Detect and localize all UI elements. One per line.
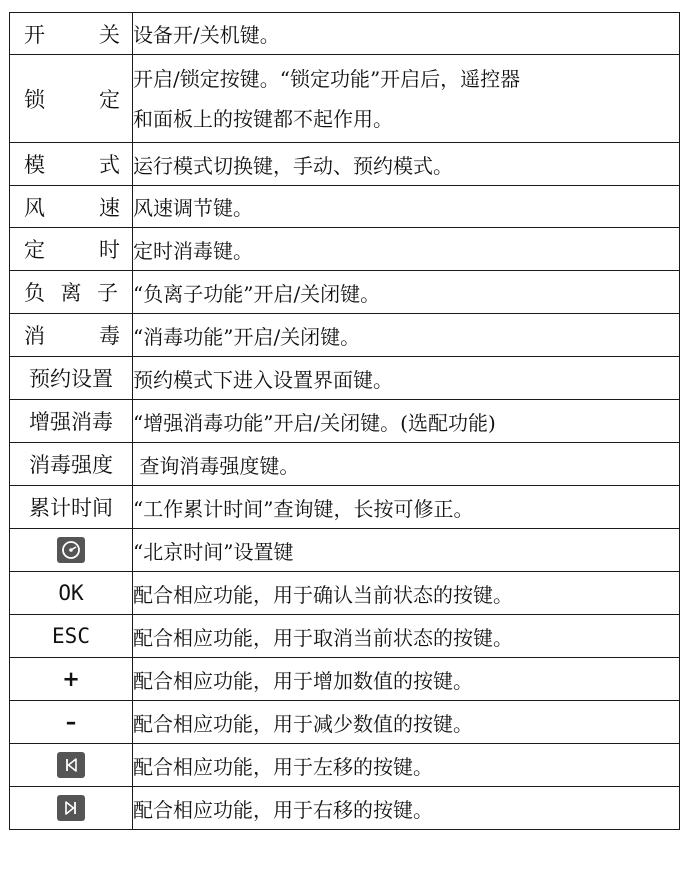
- description-cell: 配合相应功能，用于右移的按键。: [133, 787, 680, 830]
- description-cell: “消毒功能”开启/关闭键。: [133, 314, 680, 357]
- key-char: 离: [60, 281, 82, 305]
- table-row: [10, 486, 680, 529]
- key-char: 模: [24, 153, 45, 177]
- table-row: [10, 529, 680, 572]
- key-char: 关: [99, 22, 120, 47]
- key-function-table: [9, 12, 680, 830]
- description-cell: [133, 55, 680, 143]
- key-cell: [10, 13, 133, 55]
- description-cell: 预约模式下进入设置界面键。: [133, 357, 680, 400]
- key-char: 负: [24, 281, 45, 305]
- description-cell: “工作累计时间”查询键，长按可修正。: [133, 486, 680, 529]
- description-cell: 配合相应功能，用于左移的按键。: [133, 744, 680, 787]
- key-char: 时: [99, 238, 120, 262]
- table-row: [10, 572, 680, 615]
- description-cell: “增强消毒功能”开启/关闭键。(选配功能): [133, 400, 680, 443]
- description-cell: 配合相应功能，用于确认当前状态的按键。: [133, 572, 680, 615]
- description-cell: 配合相应功能，用于取消当前状态的按键。: [133, 615, 680, 658]
- description-cell: “负离子功能”开启/关闭键。: [133, 271, 680, 314]
- description-cell: 查询消毒强度键。: [133, 443, 680, 486]
- key-cell: 增强消毒: [10, 400, 133, 443]
- description-cell: “北京时间”设置键: [133, 529, 680, 572]
- key-char: 风: [24, 195, 45, 220]
- key-cell: [10, 271, 133, 314]
- description-cell: 风速调节键。: [133, 186, 680, 228]
- description-cell: 运行模式切换键，手动、预约模式。: [133, 143, 680, 186]
- description-line: 开启/锁定按键。“锁定功能”开启后，遥控器: [133, 66, 521, 91]
- table-row: [10, 701, 680, 744]
- key-cell: [10, 55, 133, 143]
- key-char: 子: [97, 281, 118, 305]
- description-line: 和面板上的按键都不起作用。: [133, 106, 393, 131]
- key-cell: [10, 228, 133, 271]
- key-cell: –: [10, 701, 133, 744]
- key-cell: 消毒强度: [10, 443, 133, 486]
- description-cell: 设备开/关机键。: [133, 13, 680, 55]
- key-char: 式: [99, 153, 120, 177]
- table-row: [10, 615, 680, 658]
- key-char: 速: [99, 195, 120, 220]
- key-char: 定: [99, 87, 120, 112]
- table-row: [10, 55, 680, 143]
- table-row: [10, 443, 680, 486]
- key-char: 开: [24, 22, 45, 47]
- key-cell: 累计时间: [10, 486, 133, 529]
- description-cell: 定时消毒键。: [133, 228, 680, 271]
- key-cell: [10, 529, 133, 572]
- table-row: [10, 13, 680, 55]
- table-row: [10, 186, 680, 228]
- table-row: [10, 744, 680, 787]
- table-row: [10, 787, 680, 830]
- key-char: 定: [24, 238, 45, 262]
- key-cell: ESC: [10, 615, 133, 658]
- clock-icon: [57, 537, 85, 563]
- key-cell: +: [10, 658, 133, 701]
- table-row: [10, 400, 680, 443]
- skip-left-icon: [57, 752, 85, 778]
- table-row: [10, 143, 680, 186]
- key-cell: [10, 787, 133, 830]
- key-cell: [10, 186, 133, 228]
- table-row: [10, 271, 680, 314]
- key-cell: [10, 143, 133, 186]
- key-char: 消: [24, 324, 45, 348]
- key-char: 锁: [24, 87, 45, 112]
- table-row: [10, 357, 680, 400]
- description-cell: 配合相应功能，用于减少数值的按键。: [133, 701, 680, 744]
- skip-right-icon: [57, 795, 85, 821]
- description-cell: 配合相应功能，用于增加数值的按键。: [133, 658, 680, 701]
- key-cell: OK: [10, 572, 133, 615]
- key-cell: 预约设置: [10, 357, 133, 400]
- key-char: 毒: [99, 324, 120, 348]
- table-row: [10, 228, 680, 271]
- key-cell: [10, 744, 133, 787]
- table-row: [10, 314, 680, 357]
- table-row: [10, 658, 680, 701]
- key-cell: [10, 314, 133, 357]
